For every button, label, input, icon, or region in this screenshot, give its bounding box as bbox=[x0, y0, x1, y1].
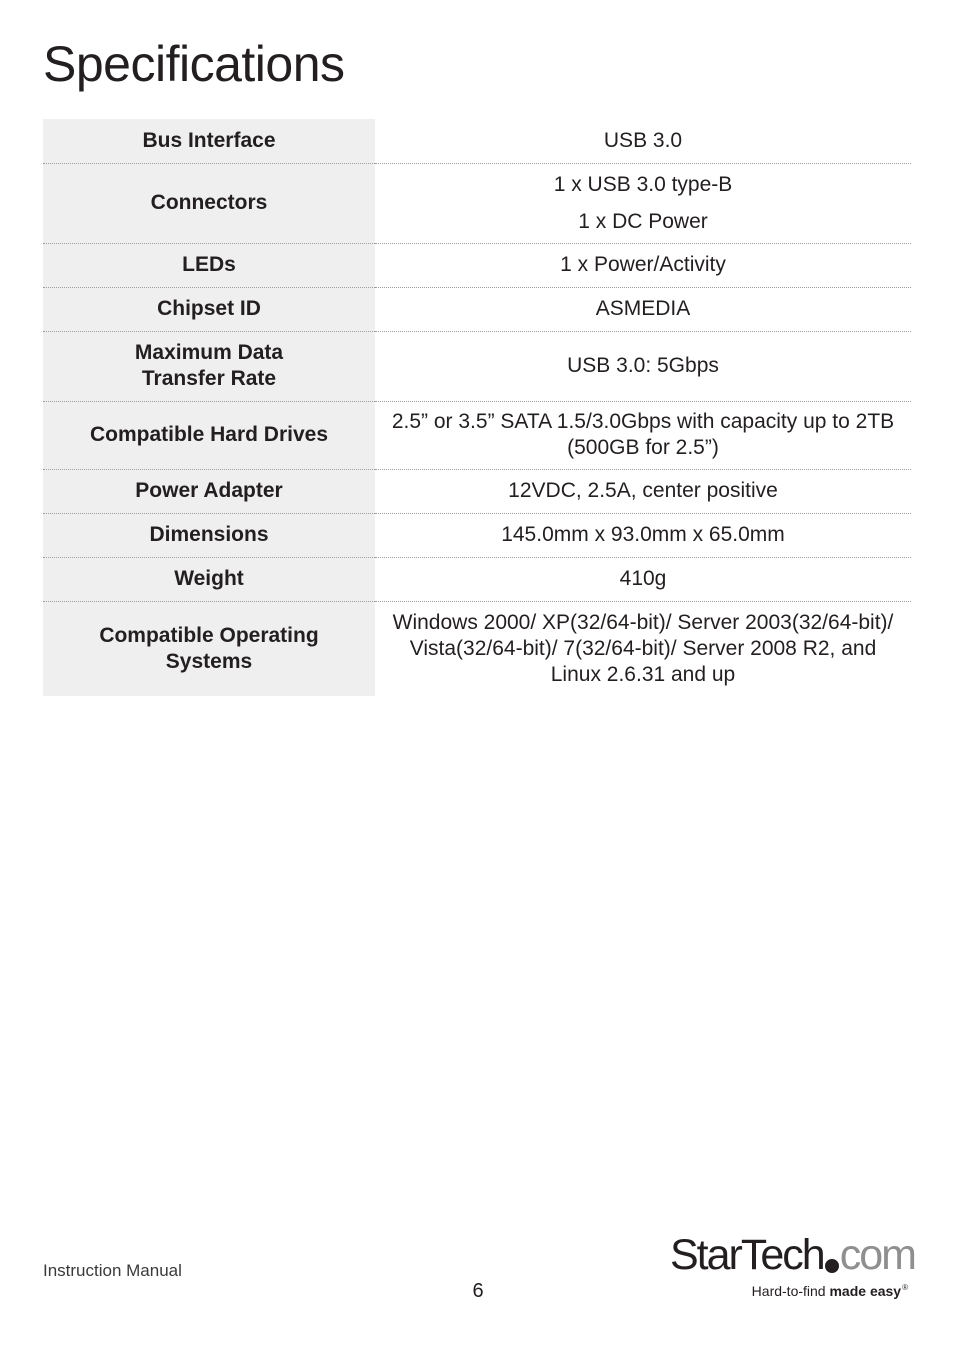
spec-value-line: 2.5” or 3.5” SATA 1.5/3.0Gbps with capacity up to 2TB (500GB for 2.5”) bbox=[391, 410, 895, 459]
spec-value-line: 1 x Power/Activity bbox=[560, 253, 726, 276]
spec-row-dimensions bbox=[43, 513, 911, 557]
brand-name-part1: StarTech bbox=[670, 1231, 824, 1279]
spec-value-line: 410g bbox=[619, 567, 667, 590]
spec-value-line: ASMEDIA bbox=[595, 297, 691, 320]
spec-label: Power Adapter bbox=[43, 469, 375, 513]
spec-value bbox=[375, 513, 911, 557]
spec-row-max-transfer-rate bbox=[43, 331, 911, 401]
page-title: Specifications bbox=[43, 36, 345, 92]
spec-value bbox=[375, 163, 911, 243]
spec-row-chipset-id bbox=[43, 287, 911, 331]
tagline-bold: made easy bbox=[829, 1283, 902, 1299]
registered-mark: ® bbox=[902, 1283, 908, 1292]
spec-row-connectors bbox=[43, 163, 911, 243]
brand-wordmark bbox=[670, 1230, 915, 1280]
spec-row-weight bbox=[43, 557, 911, 601]
spec-label: Bus Interface bbox=[43, 119, 375, 163]
spec-value-line: 12VDC, 2.5A, center positive bbox=[508, 479, 778, 502]
spec-label: Maximum Data Transfer Rate bbox=[43, 331, 375, 401]
spec-row-compatible-drives bbox=[43, 401, 911, 469]
spec-label: LEDs bbox=[43, 243, 375, 287]
spec-value bbox=[375, 243, 911, 287]
spec-label: Weight bbox=[43, 557, 375, 601]
spec-value bbox=[375, 287, 911, 331]
spec-row-leds bbox=[43, 243, 911, 287]
spec-label: Connectors bbox=[43, 163, 375, 243]
spec-value bbox=[375, 557, 911, 601]
brand-dot-icon bbox=[825, 1259, 839, 1273]
spec-value-line: 1 x USB 3.0 type-B bbox=[553, 172, 733, 196]
spec-value-line: USB 3.0: 5Gbps bbox=[567, 354, 719, 377]
footer-doc-type: Instruction Manual bbox=[43, 1261, 182, 1280]
specifications-table bbox=[43, 119, 911, 696]
spec-value bbox=[375, 601, 911, 696]
spec-row-operating-systems bbox=[43, 601, 911, 696]
spec-value bbox=[375, 119, 911, 163]
tagline-regular: Hard-to-find bbox=[751, 1283, 830, 1299]
brand-tagline bbox=[752, 1283, 908, 1299]
brand-logo bbox=[668, 1230, 913, 1305]
spec-label: Compatible Hard Drives bbox=[43, 401, 375, 469]
spec-row-power-adapter bbox=[43, 469, 911, 513]
spec-label: Dimensions bbox=[43, 513, 375, 557]
spec-value-line: 1 x DC Power bbox=[578, 209, 708, 233]
spec-label: Compatible Operating Systems bbox=[43, 601, 375, 696]
page-number: 6 bbox=[472, 1280, 484, 1302]
brand-name-part2: com bbox=[839, 1231, 915, 1279]
spec-value-line: USB 3.0 bbox=[603, 128, 683, 152]
spec-value-line: Windows 2000/ XP(32/64-bit)/ Server 2003(32/64-bit)/ Vista(32/64-bit)/ 7(32/64-bit)/ Server 2008 R2, and Linux 2.6.31 and up bbox=[392, 610, 894, 686]
spec-value bbox=[375, 469, 911, 513]
spec-value-line: 145.0mm x 93.0mm x 65.0mm bbox=[501, 523, 785, 546]
spec-label: Chipset ID bbox=[43, 287, 375, 331]
spec-value bbox=[375, 401, 911, 469]
spec-value bbox=[375, 331, 911, 401]
spec-row-bus-interface bbox=[43, 119, 911, 163]
